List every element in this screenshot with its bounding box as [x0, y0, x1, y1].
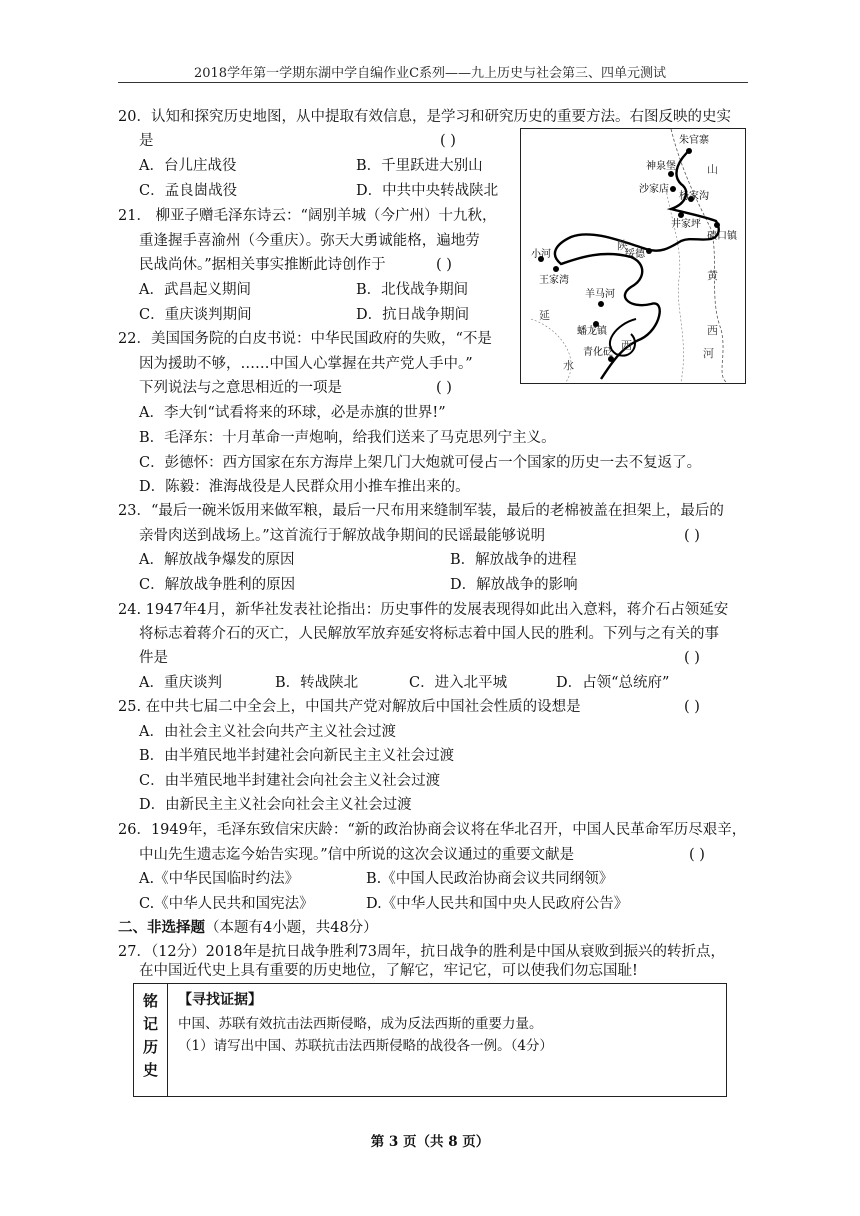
q25-line1: 25. 在中共七届二中全会上，中国共产党对解放后中国社会性质的设想是 [118, 699, 581, 715]
place-marker-wangjiawan [553, 266, 559, 272]
section2-heading [118, 918, 378, 938]
region-label-2: 陕 [617, 239, 628, 252]
q22-line3: 下列说法与之意思相近的一项是 [139, 380, 342, 396]
q22-option-d: D．陈毅：淮海战役是人民群众用小推车推出来的。 [139, 479, 470, 495]
q24-line1: 24. 1947年4月，新华社发表社论指出：历史事件的发展表现得如此出入意料，蒋介石占领延安 [118, 602, 729, 618]
q22-line2: 因为援助不够，……中国人心掌握在共产党人手中。” [139, 356, 473, 372]
q20-answer-paren: ( ) [440, 133, 456, 149]
q24-answer-paren: ( ) [684, 650, 700, 666]
q24-option-a: A．重庆谈判 [139, 675, 222, 691]
region-label-7: 水 [563, 359, 574, 372]
q24-line3: 件是 [139, 650, 168, 666]
q25-option-d: D．由新民主主义社会向社会主义社会过渡 [139, 797, 412, 813]
q23-option-c: C．解放战争胜利的原因 [139, 577, 296, 593]
q26-line2: 中山先生遗志迄今始告实现。”信中所说的这次会议通过的重要文献是 [139, 847, 575, 863]
q20-line1: 20．认知和探究历史地图，从中提取有效信息，是学习和研究历史的重要方法。右图反映的史实 [118, 109, 731, 125]
header-divider [118, 82, 748, 83]
region-label-8: 黄 [707, 269, 718, 282]
place-label-panlongzhen: 蟠龙镇 [577, 326, 607, 337]
place-label-qinghuabian: 青化砭 [583, 347, 613, 358]
q27-box-sidebar [134, 984, 168, 1096]
q25-answer-paren: ( ) [684, 699, 700, 715]
q26-option-c: C.《中华人民共和国宪法》 [139, 896, 314, 912]
sidebar-char-2: 记 [142, 1015, 158, 1033]
q22-option-b: B．毛泽东：十月革命一声炮响，给我们送来了马克思列宁主义。 [139, 430, 556, 446]
region-label-1: 山 [707, 163, 718, 176]
place-label-yangjiagou: 杨家沟 [679, 191, 709, 202]
q26-option-b: B.《中国人民政治协商会议共同纲领》 [366, 871, 614, 887]
place-marker-jingjiaping [678, 212, 684, 218]
q25-option-b: B．由半殖民地半封建社会向新民主主义社会过渡 [139, 748, 455, 764]
region-label-6: 河 [703, 347, 714, 360]
q21-line1: 21． 柳亚子赠毛泽东诗云：“阔别羊城（今广州）十九秋， [118, 208, 497, 224]
page-header: 2018学年第一学期东湖中学自编作业C系列——九上历史与社会第三、四单元测试 [193, 66, 667, 81]
place-marker-qikouzhen [714, 222, 720, 228]
place-marker-yangmahe [598, 301, 604, 307]
q23-answer-paren: ( ) [684, 528, 700, 544]
q27-line1: 27．（12分）2018年是抗日战争胜利73周年，抗日战争的胜利是中国从衰败到振兴的转折点， [118, 944, 726, 960]
place-marker-zhuguanzhai [686, 148, 692, 154]
place-marker-suide [646, 248, 652, 254]
q27-box-question: （1）请写出中国、苏联抗击法西斯侵略的战役各一例。（4分） [178, 1038, 553, 1054]
q26-option-d: D.《中华人民共和国中央人民政府公告》 [366, 896, 629, 912]
region-label-4: 西 [621, 339, 632, 352]
q27-box-text1: 中国、苏联有效抗击法西斯侵略，成为反法西斯的重要力量。 [178, 1016, 543, 1032]
q22-option-c: C．彭德怀：西方国家在东方海岸上架几门大炮就可侵占一个国家的历史一去不复返了。 [139, 455, 702, 471]
map-svg [521, 129, 744, 382]
march-route [555, 149, 719, 379]
q20-option-b: B．千里跃进大别山 [356, 158, 483, 174]
page-footer: 第 3 页（共 8 页） [370, 1134, 490, 1150]
q23-line2: 亲骨肉送到战场上。”这首流行于解放战争期间的民谣最能够说明 [139, 528, 546, 544]
q21-line2: 重逢握手喜渝州（今重庆）。弥天大勇诚能格，遍地劳 [139, 233, 480, 249]
place-marker-shajiadian [670, 186, 676, 192]
q23-option-d: D．解放战争的影响 [450, 577, 578, 593]
section2-note: （本题有4小题，共48分） [205, 920, 378, 936]
place-label-yangmahe: 羊马河 [585, 289, 615, 300]
q23-option-a: A．解放战争爆发的原因 [139, 552, 295, 568]
place-label-qikouzhen: 碛口镇 [707, 231, 737, 242]
q21-line3: 民战尚休。”据相关事实推断此诗创作于 [139, 257, 386, 273]
river-line-3 [531, 319, 571, 382]
q23-option-b: B．解放战争的进程 [450, 552, 577, 568]
q24-line2: 将标志着蒋介石的灭亡，人民解放军放弃延安将标志着中国人民的胜利。下列与之有关的事 [139, 626, 719, 642]
q27-evidence-box [133, 983, 727, 1097]
q25-option-c: C．由半殖民地半封建社会向社会主义社会过渡 [139, 773, 441, 789]
place-label-jingjiaping: 井家坪 [671, 219, 701, 230]
q26-answer-paren: ( ) [689, 847, 705, 863]
q22-option-a: A．李大钊“试看将来的环球，必是赤旗的世界!” [139, 405, 446, 421]
q27-line2: 在中国近代史上具有重要的历史地位，了解它，牢记它，可以使我们勿忘国耻! [139, 963, 638, 979]
q21-answer-paren: ( ) [436, 257, 452, 273]
q21-option-d: D．抗日战争期间 [356, 307, 470, 323]
q20-option-a: A．台儿庄战役 [139, 158, 237, 174]
q24-option-d: D．占领“总统府” [556, 675, 670, 691]
q26-line1: 26．1949年，毛泽东致信宋庆龄：“新的政治协商会议将在华北召开，中国人民革命军历尽艰辛， [118, 822, 747, 838]
place-label-wangjiawan: 王家湾 [539, 275, 569, 286]
section2-title: 二、非选择题 [118, 919, 205, 936]
q24-option-c: C．进入北平城 [409, 675, 508, 691]
q22-line1: 22．美国国务院的白皮书说：中华民国政府的失败，“不是 [118, 331, 492, 347]
sidebar-char-4: 史 [142, 1061, 158, 1079]
q21-option-a: A．武昌起义期间 [139, 282, 251, 298]
place-label-xiaohe: 小河 [531, 249, 551, 260]
region-label-3: 延 [539, 309, 550, 322]
place-label-zhuguanzhai: 朱官寨 [679, 135, 709, 146]
q27-box-title: 【寻找证据】 [178, 992, 262, 1008]
q20-option-d: D．中共中央转战陕北 [356, 183, 499, 199]
historical-map [520, 128, 746, 384]
q23-line1: 23．“最后一碗米饭用来做军粮，最后一尺布用来缝制军装，最后的老棉被盖在担架上，最后的 [118, 503, 724, 519]
place-label-shajiadian: 沙家店 [639, 184, 669, 195]
q21-option-b: B．北伐战争期间 [356, 282, 469, 298]
q26-option-a: A.《中华民国临时约法》 [139, 871, 300, 887]
region-label-5: 西 [707, 324, 718, 337]
q20-line2: 是 [139, 133, 154, 149]
q20-option-c: C．孟良崮战役 [139, 183, 238, 199]
q24-option-b: B．转战陕北 [275, 675, 359, 691]
q22-answer-paren: ( ) [436, 380, 452, 396]
sidebar-char-3: 历 [142, 1038, 158, 1056]
q21-option-c: C．重庆谈判期间 [139, 307, 252, 323]
place-label-suide: 绥德 [625, 249, 645, 260]
q25-option-a: A．由社会主义社会向共产主义社会过渡 [139, 724, 396, 740]
place-label-shenquanbao: 神泉堡 [646, 161, 676, 172]
sidebar-char-1: 铭 [142, 992, 158, 1010]
